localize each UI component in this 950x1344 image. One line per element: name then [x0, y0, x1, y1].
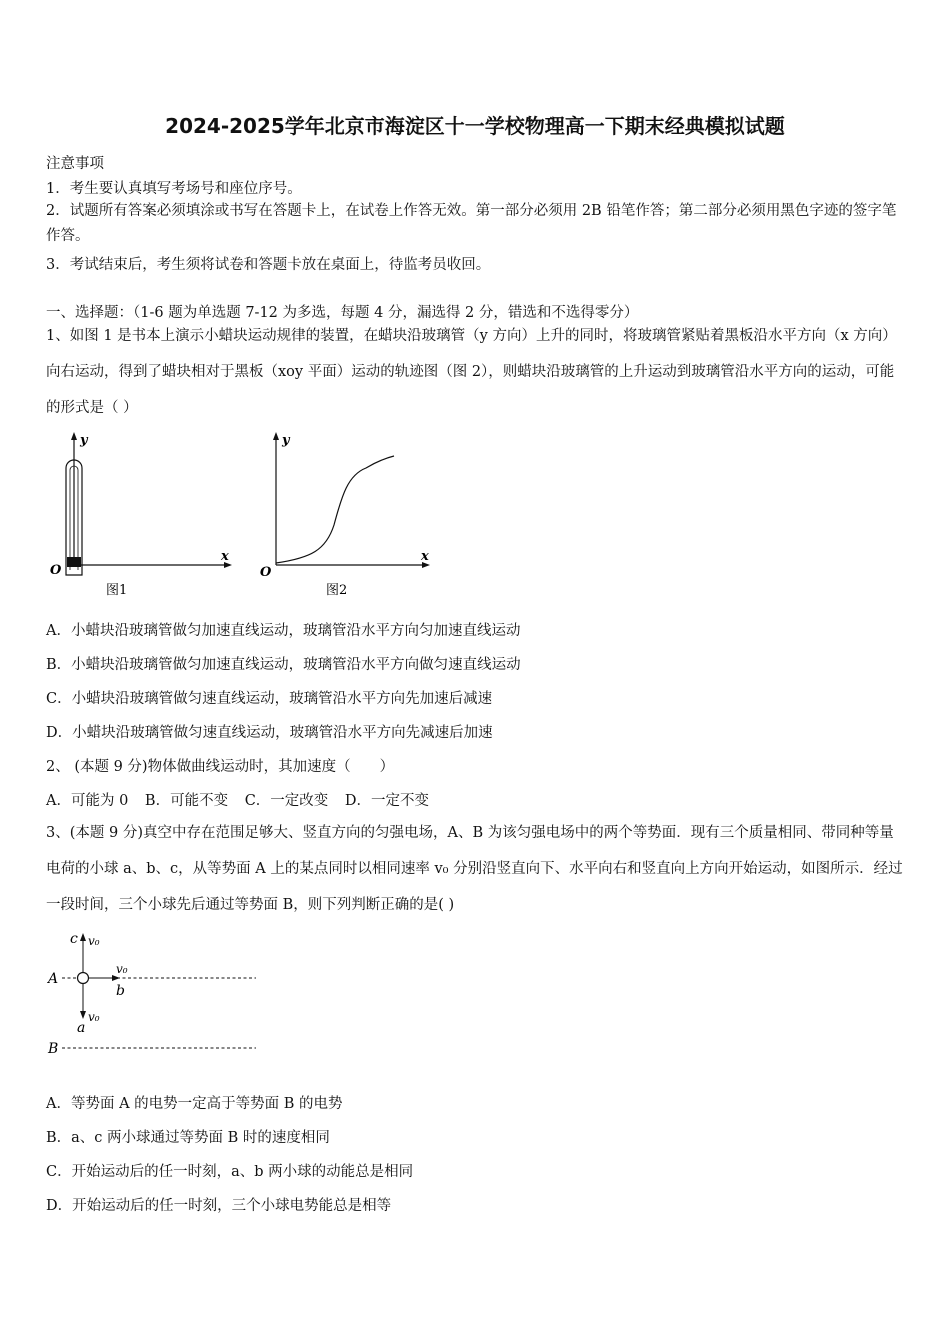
q3-option-d: D．开始运动后的任一时刻，三个小球电势能总是相等 — [46, 1198, 392, 1214]
fig2-y-label: y — [282, 433, 290, 448]
q1-option-c: C．小蜡块沿玻璃管做匀速直线运动，玻璃管沿水平方向先加速后减速 — [46, 691, 493, 707]
q3-option-a: A．等势面 A 的电势一定高于等势面 B 的电势 — [46, 1096, 343, 1112]
wax-block — [67, 557, 81, 567]
figure-1-caption: 图1 — [106, 583, 128, 598]
v0-down-label: v₀ — [88, 1010, 100, 1024]
notice-heading: 注意事项 — [46, 156, 104, 172]
trajectory-curve — [276, 456, 394, 563]
ball-a-label: a — [77, 1020, 86, 1036]
q1-option-b: B．小蜡块沿玻璃管做匀加速直线运动，玻璃管沿水平方向做匀速直线运动 — [46, 657, 521, 673]
figure-1-glass-tube — [46, 430, 246, 605]
q2-option-d: D．一定不变 — [344, 793, 430, 809]
notice-item: 3．考试结束后，考生须将试卷和答题卡放在桌面上，待监考员收回。 — [46, 257, 491, 273]
v0-up-label: v₀ — [88, 934, 100, 948]
question-2-stem: 2、 (本题 9 分)物体做曲线运动时，其加速度（ ） — [46, 759, 395, 775]
fig1-x-label: x — [221, 549, 229, 564]
fig1-y-label: y — [80, 433, 88, 448]
q3-option-c: C．开始运动后的任一时刻，a、b 两小球的动能总是相同 — [46, 1164, 414, 1180]
figure-3-equipotential — [46, 925, 266, 1060]
q2-option-a: A．可能为 0 — [46, 793, 129, 809]
ball-b-label: b — [116, 983, 125, 999]
plane-b-label: B — [48, 1041, 59, 1057]
v0-right-label: v₀ — [116, 962, 128, 976]
fig2-origin-label: O — [260, 565, 272, 580]
q2-option-c: C．一定改变 — [244, 793, 329, 809]
q2-options-row — [46, 789, 441, 810]
q1-option-a: A．小蜡块沿玻璃管做匀加速直线运动，玻璃管沿水平方向匀加速直线运动 — [46, 623, 521, 639]
notice-item: 1．考生要认真填写考场号和座位序号。 — [46, 181, 302, 197]
figure-2-caption: 图2 — [326, 583, 348, 598]
figure-2-trajectory — [256, 430, 446, 605]
q3-option-b: B．a、c 两小球通过等势面 B 时的速度相同 — [46, 1130, 330, 1146]
section-heading: 一、选择题：（1-6 题为单选题 7-12 为多选，每题 4 分，漏选得 2 分，错选和不选得零分） — [46, 305, 639, 321]
question-1-stem: 1、如图 1 是书本上演示小蜡块运动规律的装置，在蜡块沿玻璃管（y 方向）上升的同时，将玻璃管紧贴着黑板沿水平方向（x 方向）向右运动，得到了蜡块相对于黑板（xoy 平面）运动的轨迹图（图 2），则蜡块沿玻璃管的上升运动到玻璃管沿水平方向的运动，可能的形式是（ ） — [46, 328, 897, 416]
q1-option-d: D．小蜡块沿玻璃管做匀速直线运动，玻璃管沿水平方向先减速后加速 — [46, 725, 493, 741]
q2-option-b: B．可能不变 — [144, 793, 229, 809]
fig1-origin-label: O — [50, 563, 62, 578]
fig2-x-label: x — [421, 549, 429, 564]
ball-c-label: c — [70, 931, 78, 947]
question-3-stem: 3、(本题 9 分)真空中存在范围足够大、竖直方向的匀强电场，A、B 为该匀强电场中的两个等势面．现有三个质量相同、带同种等量电荷的小球 a、b、c，从等势面 A 上的某点同时以相同速率 v₀ 分别沿竖直向下、水平向右和竖直向上方向开始运动，如图所示．经过一段时间，三个小球先后通过等势面 B，则下列判断正确的是( ) — [46, 825, 903, 913]
plane-a-label: A — [48, 971, 59, 987]
start-point — [78, 973, 89, 984]
page-title: 2024-2025学年北京市海淀区十一学校物理高一下期末经典模拟试题 — [165, 114, 785, 138]
notice-item: 2．试题所有答案必须填涂或书写在答题卡上，在试卷上作答无效。第一部分必须用 2B 铅笔作答；第二部分必须用黑色字迹的签字笔作答。 — [46, 203, 897, 244]
